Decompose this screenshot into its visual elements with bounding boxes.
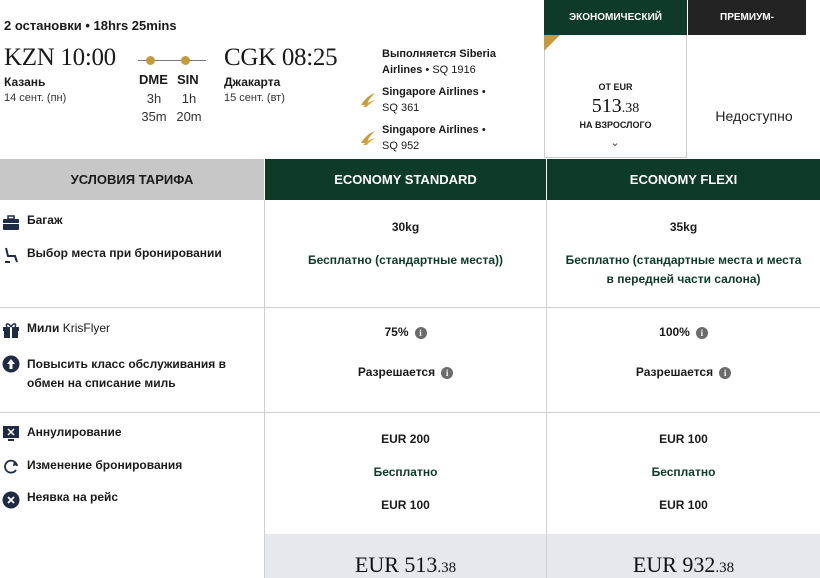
gift-icon <box>2 321 20 339</box>
standard-miles-value: 75% i <box>265 323 546 342</box>
operator-flight: SQ 952 <box>382 140 420 152</box>
arrival-code-time: CGK 08:25 <box>224 44 338 71</box>
row-divider <box>0 307 820 308</box>
stop-code-dme: DME <box>139 72 168 87</box>
flexi-noshow-value: EUR 100 <box>659 498 708 512</box>
operator-name: Siberia Airlines <box>382 48 496 76</box>
stop-duration-sin: 1h 20m <box>176 91 202 124</box>
baggage-icon <box>2 214 20 232</box>
arrival-city: Джакарта <box>224 75 281 89</box>
economy-flexi-header[interactable]: ECONOMY FLEXI <box>547 159 820 200</box>
flexi-baggage-value: 35kg <box>669 220 698 234</box>
departure-code-time: KZN 10:00 <box>4 44 116 71</box>
cancel-monitor-icon <box>2 425 20 443</box>
fare-conditions-header: УСЛОВИЯ ТАРИФА <box>0 159 264 200</box>
standard-baggage-value: 30kg <box>391 220 420 234</box>
flexi-upgrade-value: Разрешается i <box>547 363 820 382</box>
standard-upgrade-value: Разрешается i <box>265 363 546 382</box>
flexi-seat-value: Бесплатно (стандартные места и места в передней части салона) <box>565 253 802 286</box>
info-icon[interactable]: i <box>441 367 453 379</box>
standard-noshow-value: EUR 100 <box>381 498 430 512</box>
chevron-down-icon[interactable]: ⌄ <box>610 137 620 149</box>
info-icon[interactable]: i <box>415 327 427 339</box>
premium-cabin-tab[interactable]: ПРЕМИУМ- <box>688 0 806 35</box>
operators-list <box>357 46 527 160</box>
operator-name: Singapore Airlines <box>382 124 479 136</box>
flexi-total-price[interactable]: EUR 932.38 <box>632 552 735 577</box>
operated-by-label: Выполняется <box>382 48 457 60</box>
economy-per-adult-label: НА ВЗРОСЛОГО <box>579 120 652 130</box>
singapore-bird-icon <box>359 91 377 109</box>
refresh-icon <box>2 458 20 476</box>
stop-dot-dme <box>146 56 155 65</box>
stop-code-sin: SIN <box>177 72 199 87</box>
singapore-bird-icon <box>359 129 377 147</box>
close-circle-icon <box>2 491 20 509</box>
upgrade-label: Повысить класс обслуживания в обмен на списание миль <box>27 357 227 390</box>
stops-summary: 2 остановки • 18hrs 25mins <box>4 18 177 33</box>
booking-change-label: Изменение бронирования <box>27 458 183 472</box>
economy-price: 513.38 <box>591 95 640 117</box>
arrival-date: 15 сент. (вт) <box>224 92 285 104</box>
operator-row: Singapore Airlines • SQ 361 <box>357 84 527 116</box>
stop-duration-dme: 3h 35m <box>141 91 167 124</box>
operator-name: Singapore Airlines <box>382 86 479 98</box>
economy-cabin-tab[interactable]: ЭКОНОМИЧЕСКИЙ <box>544 0 687 35</box>
standard-change-value: Бесплатно <box>373 465 438 479</box>
seat-icon <box>2 246 20 264</box>
operator-row: Singapore Airlines • SQ 952 <box>357 122 527 154</box>
standard-seat-value: Бесплатно (стандартные места)) <box>307 253 504 267</box>
flexi-miles-value: 100% i <box>547 323 820 342</box>
operator-flight: SQ 1916 <box>432 64 476 76</box>
departure-city: Казань <box>4 75 46 89</box>
selected-corner-marker <box>544 35 560 51</box>
economy-standard-header[interactable]: ECONOMY STANDARD <box>265 159 546 200</box>
cancellation-label: Аннулирование <box>27 425 122 439</box>
no-show-label: Неявка на рейс <box>27 490 119 504</box>
krisflyer-miles-label: Мили KrisFlyer <box>27 321 111 335</box>
row-divider <box>0 412 820 413</box>
baggage-label: Багаж <box>27 213 63 227</box>
stop-dot-sin <box>181 56 190 65</box>
upgrade-arrow-icon <box>2 355 20 373</box>
operator-row: Выполняется Siberia Airlines • SQ 1916 <box>382 48 496 76</box>
flexi-cancel-value: EUR 100 <box>659 432 708 446</box>
seat-selection-label: Выбор места при бронировании <box>27 246 222 260</box>
standard-total-price[interactable]: EUR 513.38 <box>354 552 457 577</box>
info-icon[interactable]: i <box>719 367 731 379</box>
premium-unavailable: Недоступно <box>715 108 793 124</box>
departure-date: 14 сент. (пн) <box>4 92 67 104</box>
operator-flight: SQ 361 <box>382 102 420 114</box>
flexi-change-value: Бесплатно <box>651 465 716 479</box>
economy-from-label: ОТ EUR <box>598 82 633 92</box>
standard-cancel-value: EUR 200 <box>381 432 430 446</box>
info-icon[interactable]: i <box>696 327 708 339</box>
